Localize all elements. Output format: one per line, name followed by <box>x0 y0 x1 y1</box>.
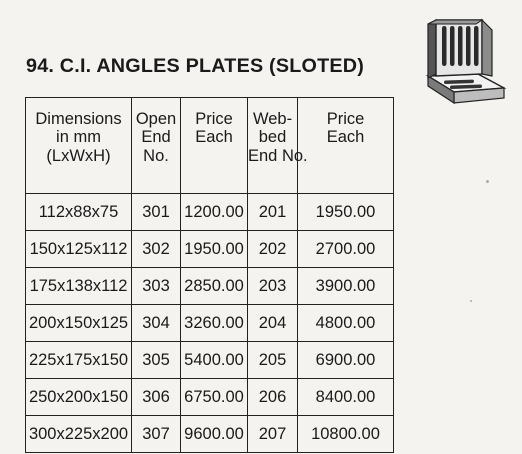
table-row <box>26 379 394 416</box>
paper-speck <box>470 300 472 302</box>
open-end-no-cell: 301 <box>132 194 181 231</box>
open-end-price-cell: 1200.00 <box>181 194 248 231</box>
angle-plates-price-table <box>25 97 394 453</box>
open-end-no-cell: 302 <box>132 231 181 268</box>
paper-speck <box>486 180 489 183</box>
open-end-no-cell: 305 <box>132 342 181 379</box>
open-end-price-cell: 2850.00 <box>181 268 248 305</box>
header-price-each-open: Price Each <box>181 98 248 194</box>
webbed-end-price-cell: 4800.00 <box>298 305 394 342</box>
dimension-cell: 225x175x150 <box>26 342 132 379</box>
dimension-cell: 300x225x200 <box>26 416 132 453</box>
webbed-end-price-cell: 2700.00 <box>298 231 394 268</box>
webbed-end-price-cell: 6900.00 <box>298 342 394 379</box>
webbed-end-price-cell: 1950.00 <box>298 194 394 231</box>
page-title: 94. C.I. ANGLES PLATES (SLOTED) <box>26 56 365 77</box>
table-row <box>26 416 394 453</box>
open-end-no-cell: 307 <box>132 416 181 453</box>
header-webbed-end-no: Web- bed End No. <box>248 98 298 194</box>
open-end-no-cell: 304 <box>132 305 181 342</box>
table-row <box>26 342 394 379</box>
open-end-price-cell: 5400.00 <box>181 342 248 379</box>
table-row <box>26 268 394 305</box>
open-end-price-cell: 6750.00 <box>181 379 248 416</box>
dimension-cell: 250x200x150 <box>26 379 132 416</box>
webbed-end-price-cell: 3900.00 <box>298 268 394 305</box>
table-header-row <box>26 98 394 194</box>
webbed-end-no-cell: 203 <box>248 268 298 305</box>
webbed-end-no-cell: 204 <box>248 305 298 342</box>
header-open-end-no: Open End No. <box>132 98 181 194</box>
open-end-no-cell: 306 <box>132 379 181 416</box>
table-row <box>26 305 394 342</box>
header-dimensions: Dimensions in mm (LxWxH) <box>26 98 132 194</box>
webbed-end-price-cell: 10800.00 <box>298 416 394 453</box>
dimension-cell: 150x125x112 <box>26 231 132 268</box>
table-row <box>26 194 394 231</box>
webbed-end-no-cell: 202 <box>248 231 298 268</box>
webbed-end-no-cell: 207 <box>248 416 298 453</box>
table-row <box>26 231 394 268</box>
dimension-cell: 112x88x75 <box>26 194 132 231</box>
open-end-price-cell: 1950.00 <box>181 231 248 268</box>
dimension-cell: 200x150x125 <box>26 305 132 342</box>
open-end-price-cell: 9600.00 <box>181 416 248 453</box>
webbed-end-no-cell: 201 <box>248 194 298 231</box>
open-end-no-cell: 303 <box>132 268 181 305</box>
dimension-cell: 175x138x112 <box>26 268 132 305</box>
header-price-each-webbed: Price Each <box>298 98 394 194</box>
open-end-price-cell: 3260.00 <box>181 305 248 342</box>
webbed-end-price-cell: 8400.00 <box>298 379 394 416</box>
webbed-end-no-cell: 206 <box>248 379 298 416</box>
slotted-angle-plate-icon <box>420 18 508 104</box>
webbed-end-no-cell: 205 <box>248 342 298 379</box>
